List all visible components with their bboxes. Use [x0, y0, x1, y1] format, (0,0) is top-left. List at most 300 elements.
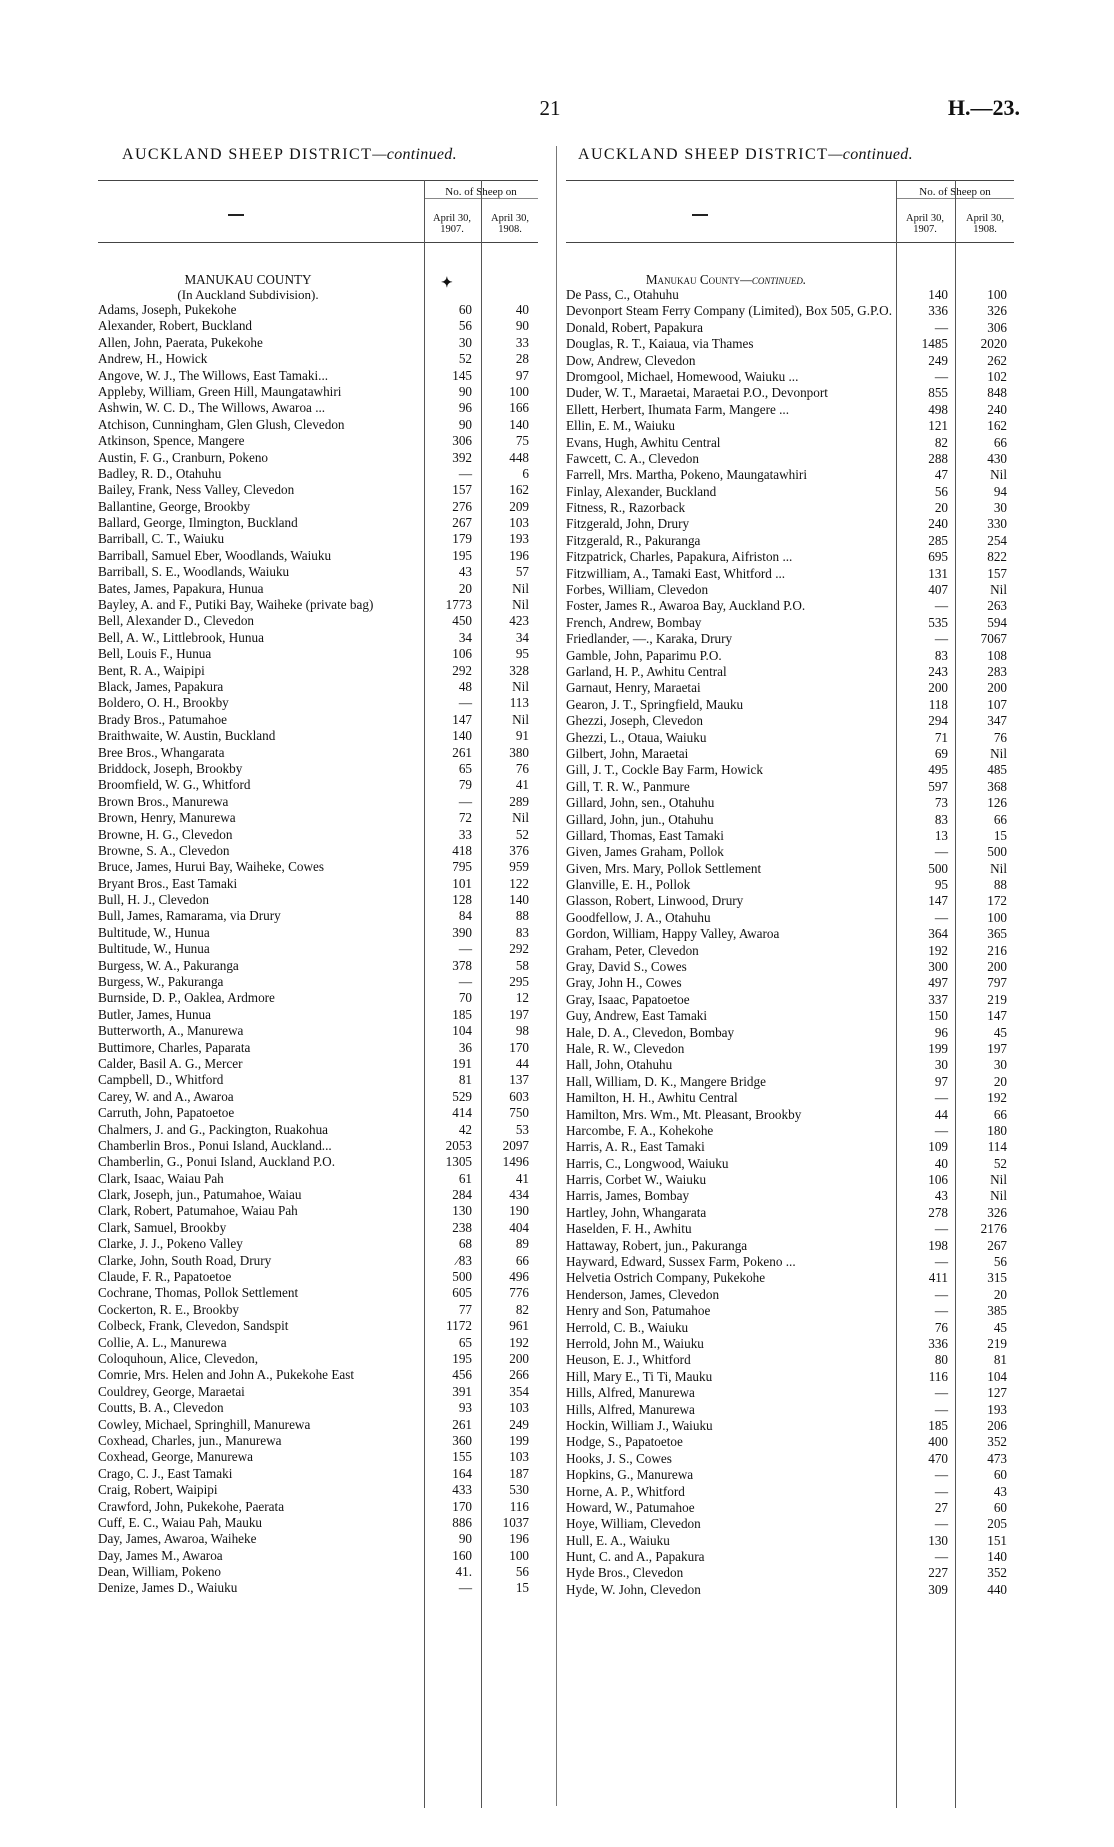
right-header-1907: April 30, 1907. — [906, 213, 944, 235]
table-row — [98, 450, 538, 466]
sheep-1908: 199 — [509, 1432, 529, 1448]
owner-name: Garland, H. P., Awhitu Central — [566, 663, 727, 679]
owner-name: Hyde Bros., Clevedon — [566, 1565, 684, 1581]
sheep-1908: 66 — [993, 434, 1007, 450]
sheep-1907: 336 — [928, 303, 948, 319]
sheep-1908: 95 — [515, 646, 529, 662]
sheep-1908: 100 — [987, 909, 1007, 925]
sheep-1908: 88 — [993, 877, 1007, 893]
owner-name: Howard, W., Patumahoe — [566, 1499, 695, 1515]
owner-name: Hills, Alfred, Manurewa — [566, 1401, 695, 1417]
sheep-1908: 496 — [509, 1269, 529, 1285]
table-row — [98, 1072, 538, 1088]
table-row — [98, 1580, 538, 1596]
sheep-1907: 128 — [452, 892, 472, 908]
sheep-1908: Nil — [512, 580, 529, 596]
sheep-1908: 20 — [993, 1286, 1007, 1302]
table-row — [566, 746, 1014, 762]
table-row — [98, 843, 538, 859]
owner-name: Ballard, George, Ilmington, Buckland — [98, 515, 298, 531]
sheep-1908: 53 — [515, 1121, 529, 1137]
sheep-1908: 122 — [509, 875, 529, 891]
table-row — [98, 433, 538, 449]
sheep-1908: 127 — [987, 1385, 1007, 1401]
sheep-1908: 76 — [993, 729, 1007, 745]
sheep-1907: 309 — [928, 1581, 948, 1597]
table-row — [566, 1303, 1014, 1319]
sheep-1908: Nil — [990, 467, 1007, 483]
owner-name: Chamberlin, G., Ponui Island, Auckland P.O. — [98, 1154, 335, 1170]
table-row — [98, 351, 538, 367]
table-row — [566, 1418, 1014, 1434]
sheep-1907: 30 — [934, 1057, 948, 1073]
sheep-1907: — — [934, 1467, 948, 1483]
sheep-1908: 822 — [987, 549, 1007, 565]
sheep-1908: 100 — [509, 1547, 529, 1563]
owner-name: Browne, S. A., Clevedon — [98, 842, 230, 858]
sheep-1907: 116 — [928, 1368, 948, 1384]
owner-name: Alexander, Robert, Buckland — [98, 318, 253, 334]
sheep-1907: 500 — [452, 1269, 472, 1285]
table-row — [98, 892, 538, 908]
sheep-1907: 97 — [934, 1073, 948, 1089]
sheep-1907: 400 — [928, 1434, 948, 1450]
sheep-1908: 45 — [993, 1319, 1007, 1335]
owner-name: Collie, A. L., Manurewa — [98, 1334, 227, 1350]
table-row — [98, 1302, 538, 1318]
right-header-group: No. of Sheep on — [896, 186, 1014, 199]
table-row — [98, 1466, 538, 1482]
sheep-1908: 200 — [987, 959, 1007, 975]
owner-name: Carey, W. and A., Awaroa — [98, 1088, 234, 1104]
sheep-1907: 407 — [928, 582, 948, 598]
sheep-1908: 170 — [509, 1039, 529, 1055]
sheep-1908: 187 — [509, 1465, 529, 1481]
table-row — [98, 417, 538, 433]
table-row — [566, 680, 1014, 696]
right-title-main: AUCKLAND SHEEP DISTRICT — [578, 146, 829, 163]
sheep-1908: 107 — [987, 696, 1007, 712]
table-row — [98, 876, 538, 892]
owner-name: Farrell, Mrs. Martha, Pokeno, Maungatawhiri — [566, 467, 807, 483]
owner-name: Gray, David S., Cowes — [566, 959, 687, 975]
owner-name: Harris, A. R., East Tamaki — [566, 1139, 705, 1155]
owner-name: Barriball, C. T., Waiuku — [98, 531, 225, 547]
sheep-1908: 440 — [987, 1581, 1007, 1597]
owner-name: Glasson, Robert, Linwood, Drury — [566, 893, 744, 909]
sheep-1907: 47 — [934, 467, 948, 483]
sheep-1907: 414 — [452, 1105, 472, 1121]
table-row — [98, 1023, 538, 1039]
sheep-1908: 2020 — [980, 336, 1007, 352]
sheep-1907: 164 — [452, 1465, 472, 1481]
sheep-1907: — — [934, 1549, 948, 1565]
sheep-1907: — — [458, 941, 472, 957]
owner-name: Butterworth, A., Manurewa — [98, 1023, 244, 1039]
table-row — [98, 646, 538, 662]
sheep-1907: 79 — [458, 777, 472, 793]
owner-name: Dow, Andrew, Clevedon — [566, 352, 696, 368]
sheep-1908: 1037 — [502, 1514, 529, 1530]
table-row — [98, 1154, 538, 1170]
sheep-1907: 249 — [928, 352, 948, 368]
owner-name: Hill, Mary E., Ti Ti, Mauku — [566, 1368, 713, 1384]
owner-name: Day, James M., Awaroa — [98, 1547, 223, 1563]
owner-name: Gilbert, John, Maraetai — [566, 745, 689, 761]
sheep-1907: 43 — [934, 1188, 948, 1204]
table-row — [98, 1138, 538, 1154]
sheep-1908: 254 — [987, 532, 1007, 548]
owner-name: Broomfield, W. G., Whitford — [98, 777, 251, 793]
table-row — [566, 1156, 1014, 1172]
owner-name: Given, Mrs. Mary, Pollok Settlement — [566, 860, 762, 876]
table-row — [566, 1172, 1014, 1188]
left-section-subtitle: (In Auckland Subdivision). — [177, 287, 319, 302]
table-row — [98, 384, 538, 400]
sheep-1908: 52 — [993, 1155, 1007, 1171]
table-row — [98, 1351, 538, 1367]
owner-name: Burgess, W., Pakuranga — [98, 974, 224, 990]
sheep-1908: 200 — [987, 680, 1007, 696]
sheep-1908: 473 — [987, 1450, 1007, 1466]
sheep-1908: 352 — [987, 1434, 1007, 1450]
owner-name: Ghezzi, L., Otaua, Waiuku — [566, 729, 707, 745]
sheep-1907: 392 — [452, 449, 472, 465]
sheep-1907: 157 — [452, 482, 472, 498]
table-row — [98, 1515, 538, 1531]
sheep-1907: 306 — [452, 433, 472, 449]
sheep-1907: 131 — [928, 565, 948, 581]
owner-name: Hall, John, Otahuhu — [566, 1057, 673, 1073]
sheep-1907: 80 — [934, 1352, 948, 1368]
owner-name: Craig, Robert, Waipipi — [98, 1482, 218, 1498]
owner-name: Fitness, R., Razorback — [566, 500, 686, 516]
sheep-1908: 147 — [987, 1008, 1007, 1024]
sheep-1907: 61 — [458, 1170, 472, 1186]
sheep-1907: 73 — [934, 795, 948, 811]
table-row — [566, 828, 1014, 844]
table-row — [98, 679, 538, 695]
left-section-title: MANUKAU COUNTY — [184, 272, 312, 287]
owner-name: Foster, James R., Awaroa Bay, Auckland P.O. — [566, 598, 806, 614]
table-row — [98, 581, 538, 597]
table-row — [566, 1434, 1014, 1450]
table-row — [566, 877, 1014, 893]
owner-name: Colbeck, Frank, Clevedon, Sandspit — [98, 1318, 289, 1334]
sheep-1907: — — [934, 598, 948, 614]
table-row — [566, 1385, 1014, 1401]
owner-name: Comrie, Mrs. Helen and John A., Pukekohe East — [98, 1367, 355, 1383]
table-row — [98, 1384, 538, 1400]
column-divider — [556, 146, 557, 1806]
table-row — [98, 1499, 538, 1515]
owner-name: Butler, James, Hunua — [98, 1006, 212, 1022]
sheep-1907: 34 — [458, 629, 472, 645]
sheep-1907: 240 — [928, 516, 948, 532]
table-row — [98, 777, 538, 793]
sheep-1908: 60 — [993, 1499, 1007, 1515]
owner-name: Brady Bros., Patumahoe — [98, 711, 227, 727]
table-row — [566, 959, 1014, 975]
left-header-1907: April 30, 1907. — [433, 213, 471, 235]
sheep-1908: 89 — [515, 1236, 529, 1252]
table-row — [98, 548, 538, 564]
owner-name: Fitzgerald, R., Pakuranga — [566, 532, 701, 548]
owner-name: Barriball, Samuel Eber, Woodlands, Waiuku — [98, 547, 332, 563]
table-row — [566, 762, 1014, 778]
table-row — [98, 941, 538, 957]
owner-name: Garnaut, Henry, Maraetai — [566, 680, 701, 696]
owner-name: Herrold, John M., Waiuku — [566, 1336, 704, 1351]
table-row — [566, 1041, 1014, 1057]
owner-name: Friedlander, —., Karaka, Drury — [566, 631, 733, 647]
right-top-rule — [566, 180, 1014, 181]
owner-name: Fitzgerald, John, Drury — [566, 516, 690, 532]
sheep-1907: — — [934, 1385, 948, 1401]
sheep-1907: 605 — [452, 1285, 472, 1301]
sheep-1908: 90 — [515, 318, 529, 334]
table-row — [566, 1565, 1014, 1581]
sheep-1908: 60 — [993, 1467, 1007, 1483]
owner-name: Hull, E. A., Waiuku — [566, 1532, 670, 1548]
table-row — [98, 728, 538, 744]
sheep-1907: 1305 — [445, 1154, 472, 1170]
sheep-1907: 855 — [928, 385, 948, 401]
sheep-1907: — — [458, 1580, 472, 1596]
sheep-1907: 90 — [458, 383, 472, 399]
sheep-1907: 42 — [458, 1121, 472, 1137]
sheep-1907: — — [934, 1254, 948, 1270]
owner-name: Day, James, Awaroa, Waiheke — [98, 1531, 257, 1547]
sheep-1907: 450 — [452, 613, 472, 629]
sheep-1908: 283 — [987, 663, 1007, 679]
table-row — [566, 1107, 1014, 1123]
table-row — [98, 695, 538, 711]
table-row — [566, 1270, 1014, 1286]
table-row — [566, 992, 1014, 1008]
table-row — [98, 1335, 538, 1351]
owner-name: Buttimore, Charles, Paparata — [98, 1039, 251, 1055]
table-row — [566, 1205, 1014, 1221]
sheep-1908: 209 — [509, 498, 529, 514]
sheep-1907: — — [934, 1286, 948, 1302]
sheep-1907: 160 — [452, 1547, 472, 1563]
sheep-1907: 284 — [452, 1187, 472, 1203]
table-row — [566, 1484, 1014, 1500]
sheep-1908: 200 — [509, 1351, 529, 1366]
owner-name: Brown Bros., Manurewa — [98, 793, 229, 809]
table-row — [98, 810, 538, 826]
owner-name: Boldero, O. H., Brookby — [98, 695, 229, 711]
sheep-1907: 195 — [452, 1351, 472, 1366]
owner-name: Hattaway, Robert, jun., Pakuranga — [566, 1237, 748, 1253]
owner-name: Cochrane, Thomas, Pollok Settlement — [98, 1285, 299, 1301]
sheep-1907: 68 — [458, 1236, 472, 1252]
table-row — [98, 1367, 538, 1383]
right-section-continued: —continued. — [740, 272, 807, 287]
sheep-1907: 69 — [934, 745, 948, 761]
table-row — [566, 1352, 1014, 1368]
sheep-1907: 498 — [928, 401, 948, 417]
sheep-1908: 100 — [987, 287, 1007, 302]
sheep-1908: 219 — [987, 1336, 1007, 1351]
table-row — [98, 1040, 538, 1056]
sheep-1908: 28 — [515, 351, 529, 367]
owner-name: Donald, Robert, Papakura — [566, 319, 703, 335]
sheep-1907: 185 — [928, 1417, 948, 1433]
sheep-1908: 196 — [509, 547, 529, 563]
sheep-1907: 390 — [452, 924, 472, 940]
sheep-1907: 90 — [458, 416, 472, 432]
sheep-1907: 336 — [928, 1336, 948, 1351]
left-header-dash — [228, 214, 244, 216]
sheep-1908: 216 — [987, 942, 1007, 958]
sheep-1908: 180 — [987, 1122, 1007, 1138]
table-row — [566, 1123, 1014, 1139]
sheep-1907: 243 — [928, 663, 948, 679]
sheep-1907: — — [934, 909, 948, 925]
sheep-1907: 179 — [452, 531, 472, 547]
sheep-1908: Nil — [512, 711, 529, 727]
sheep-1907: 1773 — [445, 597, 472, 613]
owner-name: Fitzwilliam, A., Tamaki East, Whitford ... — [566, 565, 786, 581]
owner-name: Badley, R. D., Otahuhu — [98, 465, 222, 481]
table-row — [566, 1533, 1014, 1549]
sheep-1908: 113 — [509, 695, 529, 711]
sheep-1907: 378 — [452, 957, 472, 973]
sheep-1907: 185 — [452, 1006, 472, 1022]
table-row — [98, 1105, 538, 1121]
owner-name: Denize, James D., Waiuku — [98, 1580, 238, 1596]
sheep-1908: 82 — [515, 1301, 529, 1317]
sheep-1907: 27 — [934, 1499, 948, 1515]
sheep-1907: — — [458, 465, 472, 481]
owner-name: Atkinson, Spence, Mangere — [98, 433, 245, 449]
right-title-continued: —continued. — [828, 146, 913, 163]
owner-name: Coutts, B. A., Clevedon — [98, 1400, 224, 1416]
sheep-1907: 155 — [452, 1449, 472, 1465]
table-row — [566, 598, 1014, 614]
table-row — [566, 648, 1014, 664]
table-row — [566, 910, 1014, 926]
sheep-1908: 776 — [509, 1285, 529, 1301]
sheep-1908: 15 — [515, 1580, 529, 1596]
table-row — [98, 1531, 538, 1547]
sheep-1907: 276 — [452, 498, 472, 514]
sheep-1907: — — [934, 844, 948, 860]
owner-name: De Pass, C., Otahuhu — [566, 287, 679, 302]
sheep-1908: Nil — [990, 860, 1007, 876]
table-row — [98, 1482, 538, 1498]
sheep-1908: Nil — [990, 582, 1007, 598]
table-row — [566, 861, 1014, 877]
sheep-1908: 41 — [515, 777, 529, 793]
owner-name: Hale, R. W., Clevedon — [566, 1040, 685, 1056]
sheep-1908: 289 — [509, 793, 529, 809]
table-row — [566, 697, 1014, 713]
table-row — [566, 893, 1014, 909]
sheep-1908: 2097 — [502, 1137, 529, 1153]
owner-name: Bryant Bros., East Tamaki — [98, 875, 238, 891]
table-row — [566, 353, 1014, 369]
sheep-1907: 65 — [458, 760, 472, 776]
sheep-1908: 98 — [515, 1023, 529, 1039]
table-row — [566, 500, 1014, 516]
sheep-1907: — — [458, 793, 472, 809]
sheep-1908: 434 — [509, 1187, 529, 1203]
sheep-1908: 140 — [509, 416, 529, 432]
sheep-1908: 240 — [987, 401, 1007, 417]
sheep-1907: 95 — [934, 877, 948, 893]
owner-name: Clark, Samuel, Brookby — [98, 1219, 227, 1235]
owner-name: Forbes, William, Clevedon — [566, 582, 709, 598]
sheep-1908: 262 — [987, 352, 1007, 368]
owner-name: Briddock, Joseph, Brookby — [98, 760, 243, 776]
sheep-1907: 535 — [928, 614, 948, 630]
sheep-1907: 364 — [928, 926, 948, 942]
sheep-1908: 172 — [987, 893, 1007, 909]
table-row — [566, 435, 1014, 451]
sheep-1908: 385 — [987, 1303, 1007, 1319]
sheep-1908: 52 — [515, 826, 529, 842]
sheep-1908: 376 — [509, 842, 529, 858]
table-row — [566, 795, 1014, 811]
sheep-1907: 96 — [458, 400, 472, 416]
sheep-1908: 102 — [987, 368, 1007, 384]
owner-name: Adams, Joseph, Pukekohe — [98, 302, 237, 317]
owner-name: Finlay, Alexander, Buckland — [566, 483, 717, 499]
owner-name: Fitzpatrick, Charles, Papakura, Aifriston ... — [566, 549, 793, 565]
sheep-1907: ⁄83 — [456, 1252, 472, 1268]
owner-name: Bultitude, W., Hunua — [98, 924, 210, 940]
owner-name: Gillard, John, sen., Otahuhu — [566, 795, 715, 811]
table-row — [566, 1549, 1014, 1565]
table-row — [98, 761, 538, 777]
owner-name: Hills, Alfred, Manurewa — [566, 1385, 695, 1401]
sheep-1908: 266 — [509, 1367, 529, 1383]
owner-name: Clark, Joseph, jun., Patumahoe, Waiau — [98, 1187, 302, 1203]
sheep-1907: 96 — [934, 1024, 948, 1040]
owner-name: Couldrey, George, Maraetai — [98, 1383, 245, 1399]
sheep-1907: 52 — [458, 351, 472, 367]
sheep-1907: 199 — [928, 1040, 948, 1056]
sheep-1908: 328 — [509, 662, 529, 678]
table-row — [98, 482, 538, 498]
left-title-continued: —continued. — [372, 146, 457, 163]
sheep-1907: 470 — [928, 1450, 948, 1466]
owner-name: Chamberlin Bros., Ponui Island, Auckland... — [98, 1137, 332, 1153]
sheep-1908: 797 — [987, 975, 1007, 991]
owner-name: Gray, Isaac, Papatoetoe — [566, 991, 690, 1007]
table-row — [566, 713, 1014, 729]
sheep-1908: Nil — [512, 678, 529, 694]
sheep-1907: 84 — [458, 908, 472, 924]
sheep-1908: 140 — [987, 1549, 1007, 1565]
table-row — [566, 812, 1014, 828]
owner-name: Gill, T. R. W., Panmure — [566, 778, 690, 794]
sheep-1907: 456 — [452, 1367, 472, 1383]
owner-name: Dromgool, Michael, Homewood, Waiuku ... — [566, 368, 799, 384]
sheep-1908: 30 — [993, 500, 1007, 516]
sheep-1907: — — [934, 368, 948, 384]
sheep-1908: 2176 — [980, 1221, 1007, 1237]
table-row — [566, 631, 1014, 647]
sheep-1908: 103 — [509, 515, 529, 531]
left-section-heading — [118, 272, 378, 302]
owner-name: Gillard, John, jun., Otahuhu — [566, 811, 714, 827]
owner-name: Brown, Henry, Manurewa — [98, 810, 236, 826]
sheep-1908: 267 — [987, 1237, 1007, 1253]
